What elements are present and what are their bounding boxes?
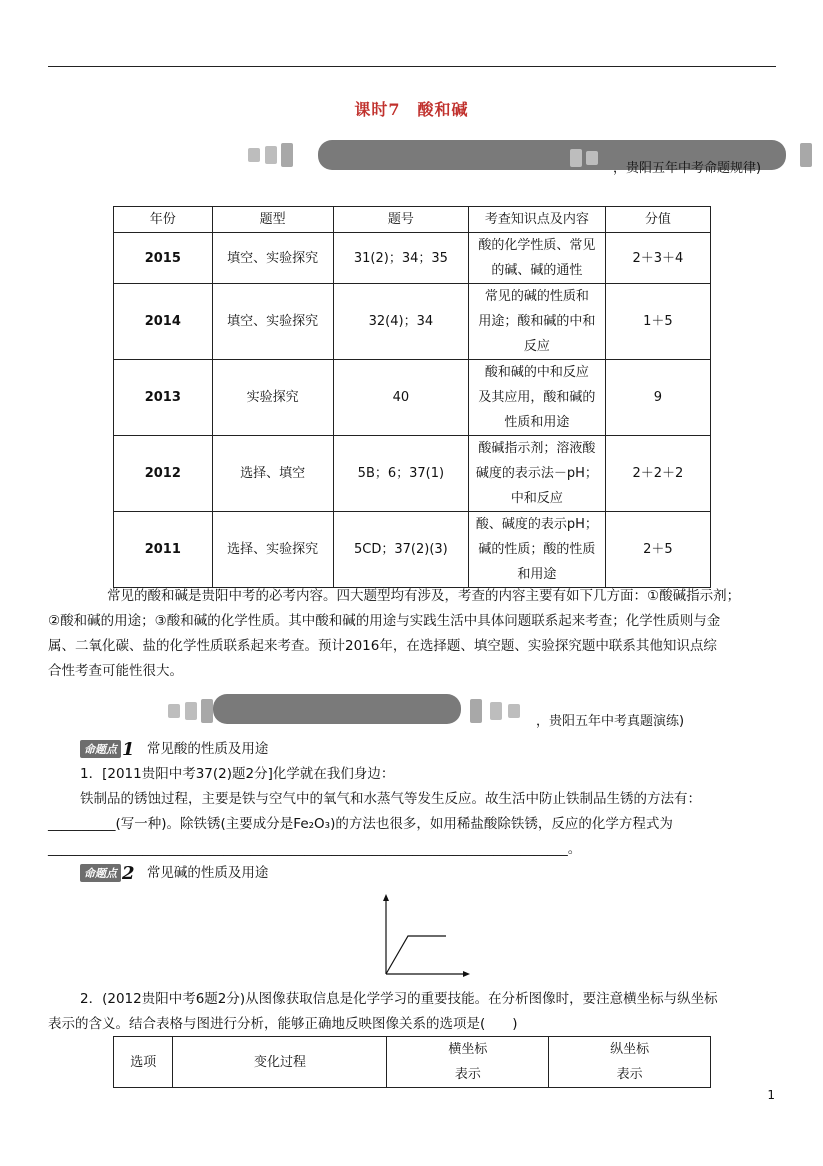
exam-table: [113, 206, 711, 588]
question-2: 2．(2012贵阳中考6题2分)从图像获取信息是化学学习的重要技能。在分析图像时，要注意横坐标与纵坐标: [80, 991, 718, 1007]
question-2-cont: 表示的含义。结合表格与图进行分析，能够正确地反映图像关系的选项是( ): [48, 1016, 518, 1032]
col-header-option: 选项: [114, 1037, 173, 1088]
cell-score: 2＋3＋4: [605, 233, 710, 284]
topic-title: 常见酸的性质及用途: [146, 741, 269, 757]
banner-2-caption: ，贵阳五年中考真题演练): [536, 714, 685, 729]
cell-type: 选择、填空: [212, 436, 333, 512]
question-1-cont: __________(写一种)。除铁锈(主要成分是Fe₂O₃)的方法也很多，如用稀盐酸除铁锈，反应的化学方程式为 _____________________________________________________________________________。: [48, 816, 673, 857]
cell-content: 酸的化学性质、常见 的碱、碱的通性: [469, 233, 606, 284]
cell-score: 1＋5: [605, 284, 710, 360]
cell-year: 2012: [114, 436, 213, 512]
cell-score: 2＋5: [605, 512, 710, 588]
cell-number: 40: [333, 360, 468, 436]
cell-score: 2＋2＋2: [605, 436, 710, 512]
cell-year: 2013: [114, 360, 213, 436]
options-table: [113, 1036, 711, 1088]
topic-number: 2: [122, 862, 135, 884]
cell-year: 2014: [114, 284, 213, 360]
col-header-score: 分值: [605, 207, 710, 233]
cell-content: 酸、碱度的表示pH； 碱的性质；酸的性质 和用途: [469, 512, 606, 588]
section-banner-2: [168, 696, 528, 724]
cell-number: 5CD；37(2)(3): [333, 512, 468, 588]
cell-year: 2011: [114, 512, 213, 588]
banner-1-caption: ，贵阳五年中考命题规律): [613, 161, 762, 176]
page-number: 1: [767, 1088, 775, 1102]
col-header-process: 变化过程: [173, 1037, 387, 1088]
col-header-x-axis: 横坐标 表示: [387, 1037, 549, 1088]
question-1: 1．[2011贵阳中考37(2)题2分]化学就在我们身边： 铁制品的锈蚀过程，主要是铁与空气中的氧气和水蒸气等发生反应。故生活中防止铁制品生锈的方法有：: [80, 766, 701, 807]
top-rule: [48, 66, 776, 67]
col-header-type: 题型: [212, 207, 333, 233]
col-header-year: 年份: [114, 207, 213, 233]
table-row: [114, 512, 711, 588]
cell-year: 2015: [114, 233, 213, 284]
topic-title: 常见碱的性质及用途: [146, 865, 269, 881]
graph-figure: [376, 892, 476, 978]
cell-content: 酸和碱的中和反应 及其应用，酸和碱的 性质和用途: [469, 360, 606, 436]
cell-number: 32(4)；34: [333, 284, 468, 360]
summary-paragraph: 常见的酸和碱是贵阳中考的必考内容。四大题型均有涉及，考查的内容主要有如下几方面：①酸碱指示剂； ②酸和碱的用途；③酸和碱的化学性质。其中酸和碱的用途与实践生活中具体问题联系起来考查；化学性质则与金 属、二氧化碳、盐的化学性质联系起来考查。预计2016年，在选择题、填空题、实验探究题中联系其他知识点综 合性考查可能性很大。: [48, 588, 741, 679]
table-row: [114, 284, 711, 360]
cell-number: 31(2)；34；35: [333, 233, 468, 284]
cell-score: 9: [605, 360, 710, 436]
cell-content: 常见的碱的性质和 用途；酸和碱的中和 反应: [469, 284, 606, 360]
cell-content: 酸碱指示剂；溶液酸 碱度的表示法－pH； 中和反应: [469, 436, 606, 512]
topic-number: 1: [122, 738, 135, 760]
cell-number: 5B；6；37(1): [333, 436, 468, 512]
topic-tag: 命题点: [80, 864, 121, 882]
table-row: [114, 360, 711, 436]
cell-type: 实验探究: [212, 360, 333, 436]
topic-tag: 命题点: [80, 740, 121, 758]
cell-type: 选择、实验探究: [212, 512, 333, 588]
col-header-y-axis: 纵坐标 表示: [549, 1037, 711, 1088]
topic-point-1: [80, 737, 268, 760]
table-row: [114, 233, 711, 284]
col-header-content: 考查知识点及内容: [469, 207, 606, 233]
cell-type: 填空、实验探究: [212, 233, 333, 284]
table-row: [114, 436, 711, 512]
col-header-number: 题号: [333, 207, 468, 233]
topic-point-2: [80, 861, 268, 884]
cell-type: 填空、实验探究: [212, 284, 333, 360]
page-title: 课时7 酸和碱: [354, 100, 469, 119]
